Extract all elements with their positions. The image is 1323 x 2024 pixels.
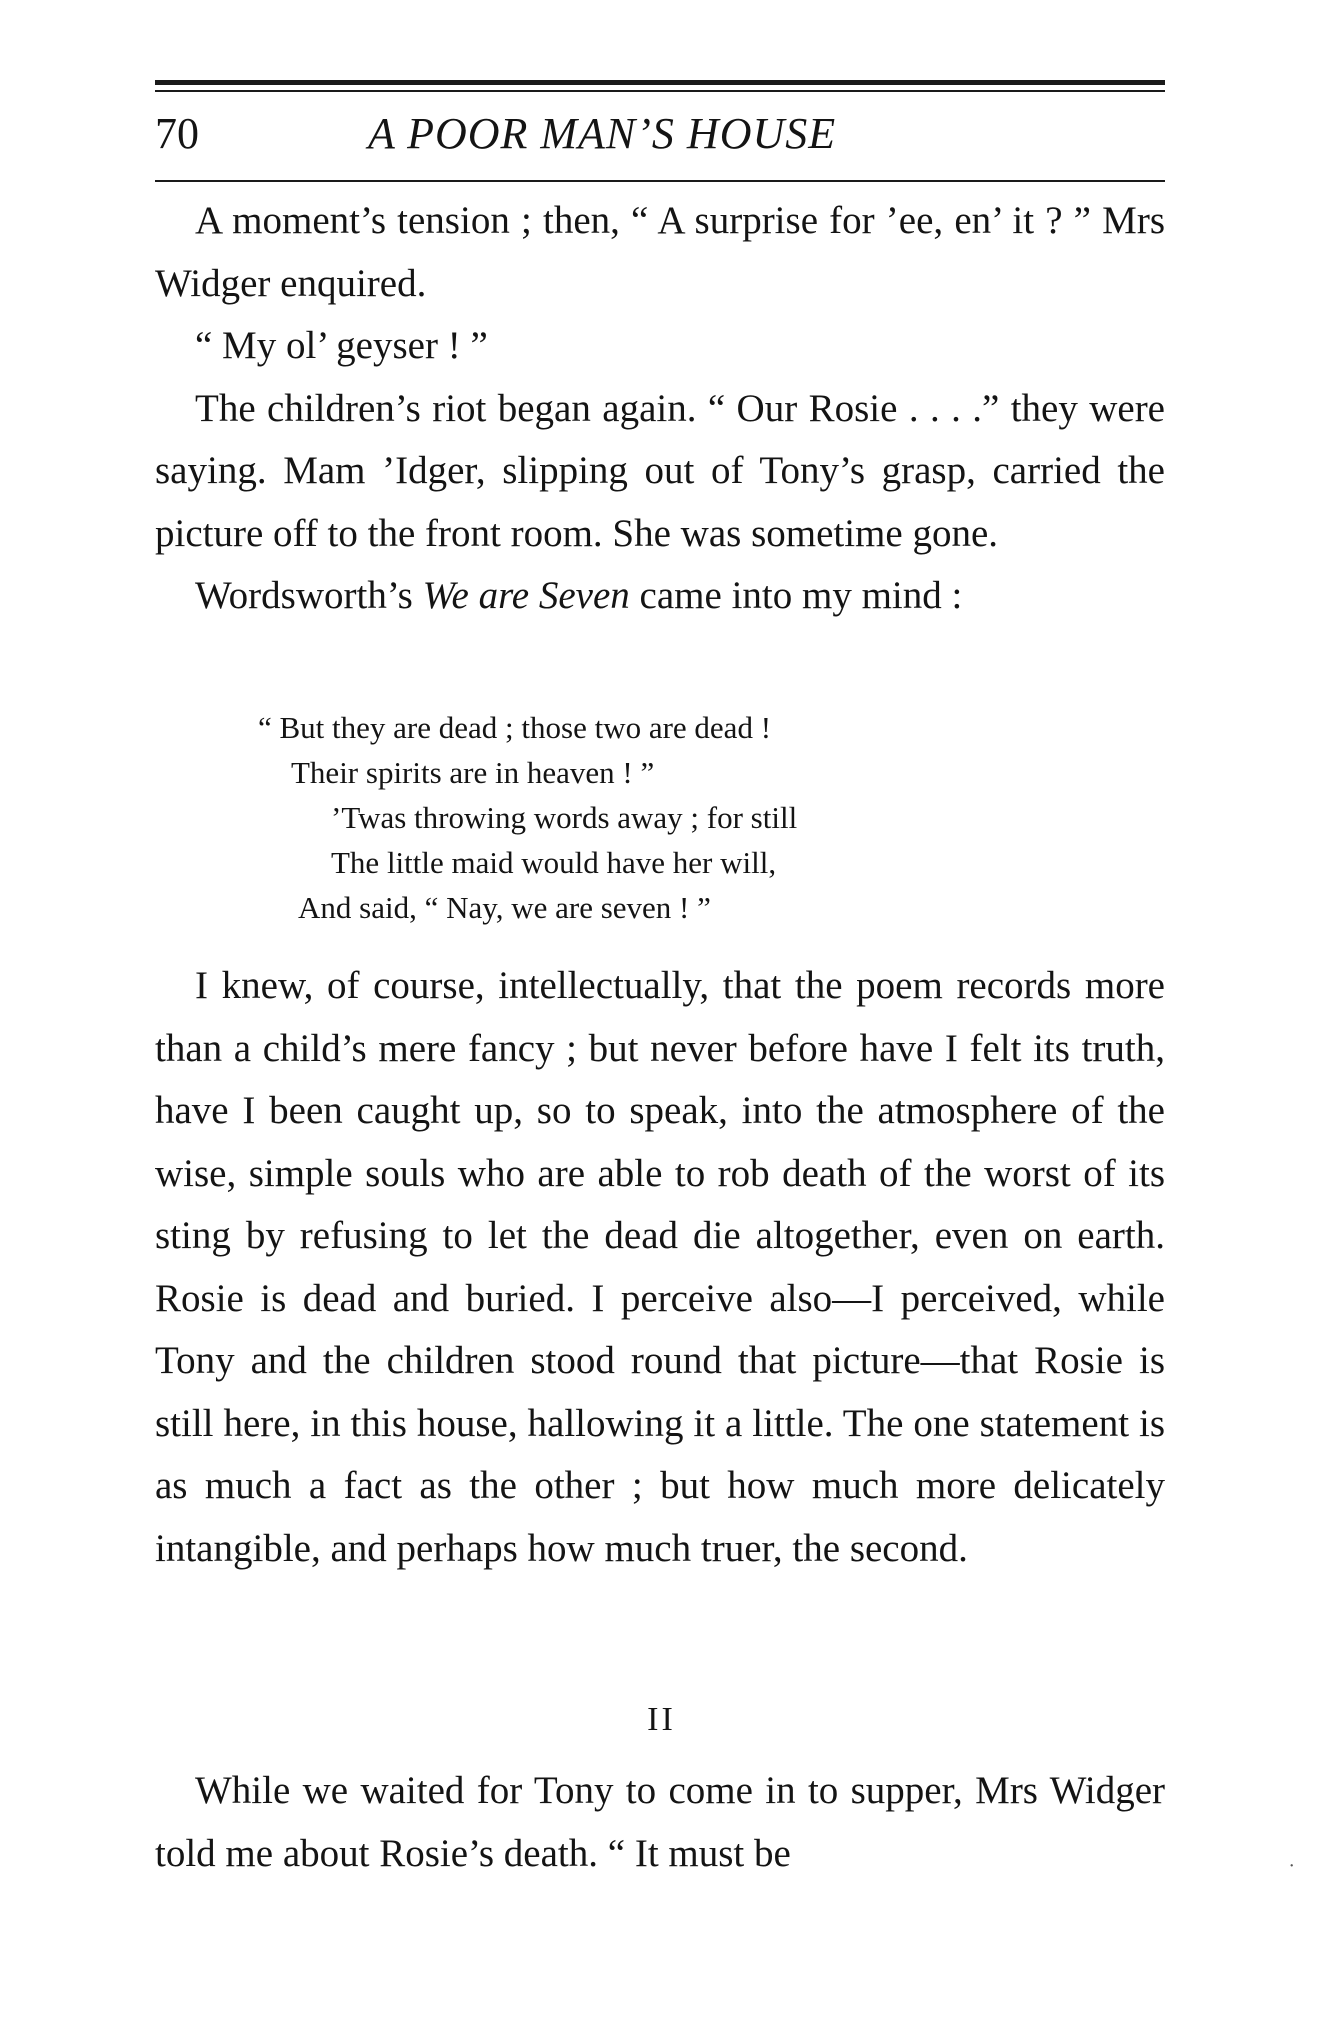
- paragraph: I knew, of course, intellectually, that the poem records more than a child’s mere fancy ; but never before have I felt its truth, have I been caught up, so to speak, into the atmosphere of the wise, simple souls who are able to rob death of the worst of its sting by refusing to let the dead die altogether, even on earth. Rosie is dead and buried. I perceive also—I perceived, while Tony and the children stood round that picture—that Rosie is still here, in this house, hallowing it a little. The one statement is as much a fact as the other ; but how much more delicately intangible, and perhaps how much truer, the second.: [155, 964, 1165, 1570]
- paragraph: “ My ol’ geyser ! ”: [195, 324, 488, 367]
- wordsworth-before: Wordsworth’s: [195, 574, 423, 617]
- text-block-top: [155, 190, 1165, 628]
- paragraph: The children’s riot began again. “ Our Rosie . . . .” they were saying. Mam ’Idger, slipping out of Tony’s grasp, carried the picture off to the front room. She was sometime gone.: [155, 386, 1165, 555]
- poem-line: “ But they are dead ; those two are dead !: [258, 710, 772, 745]
- wordsworth-after: came into my mind :: [629, 574, 963, 617]
- poem-title: We are Seven: [422, 574, 630, 617]
- header-rule-thin: [155, 90, 1165, 92]
- poem-line: The little maid would have her will,: [331, 845, 777, 880]
- paragraph-wordsworth: [155, 565, 1165, 628]
- poem-quote: [258, 705, 797, 930]
- text-block-middle: [155, 955, 1165, 1580]
- scan-speck: ·: [1288, 1855, 1295, 1877]
- poem-line: Their spirits are in heaven ! ”: [291, 755, 655, 790]
- page-number: 70: [155, 109, 199, 158]
- running-head: [155, 104, 1165, 164]
- header-rule-thick: [155, 80, 1165, 85]
- poem-line: ’Twas throwing words away ; for still: [331, 800, 798, 835]
- text-block-bottom: [155, 1760, 1165, 1885]
- poem-line: And said, “ Nay, we are seven ! ”: [298, 890, 711, 925]
- section-number: II: [647, 1701, 676, 1738]
- paragraph: While we waited for Tony to come in to supper, Mrs Widger told me about Rosie’s death. “ It must be: [155, 1769, 1165, 1875]
- running-head-underline: [155, 180, 1165, 182]
- running-title: A POOR MAN’S HOUSE: [368, 109, 837, 158]
- paragraph: A moment’s tension ; then, “ A surprise for ’ee, en’ it ? ” Mrs Widger enquired.: [155, 199, 1165, 305]
